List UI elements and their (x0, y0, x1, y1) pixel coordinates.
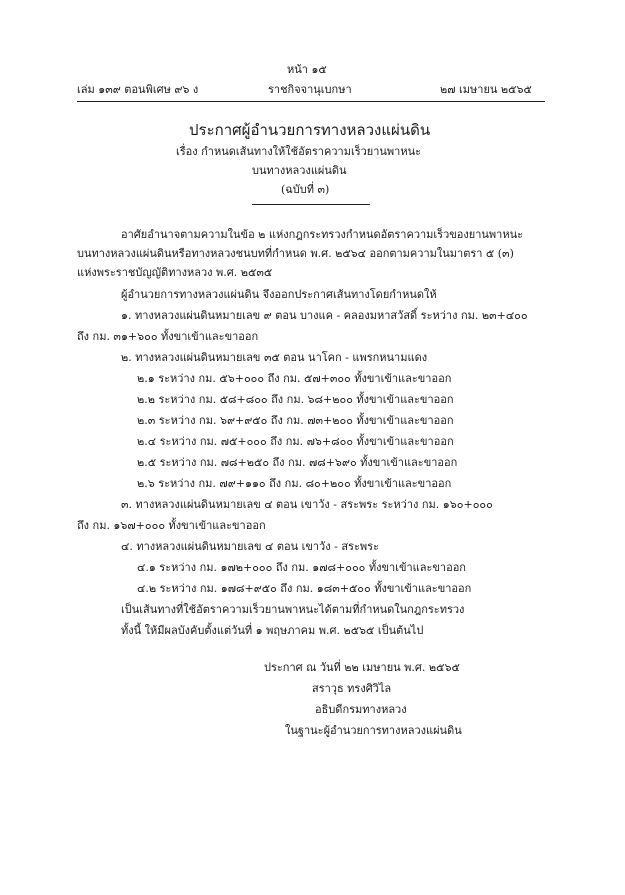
signatory-name: สราวุธ ทรงศิวิไล (312, 682, 392, 695)
subject-line-2: บนทางหลวงแผ่นดิน (252, 164, 347, 177)
volume-info: เล่ม ๑๓๙ ตอนพิเศษ ๙๖ ง (77, 83, 199, 96)
item-3-line-2: ถึง กม. ๑๖๗+๐๐๐ ทั้งขาเข้าและขาออก (77, 519, 266, 532)
item-4-sub: ๔.๒ ระหว่าง กม. ๑๗๘+๙๕๐ ถึง กม. ๑๘๓+๕๐๐ ทั้งขาเข้าและขาออก (137, 582, 472, 595)
item-4-sub: ๔.๑ ระหว่าง กม. ๑๗๒+๐๐๐ ถึง กม. ๑๗๘+๐๐๐ ทั้งขาเข้าและขาออก (137, 561, 466, 574)
closing-line-2: ทั้งนี้ ให้มีผลบังคับตั้งแต่วันที่ ๑ พฤษภาคม พ.ศ. ๒๕๖๕ เป็นต้นไป (121, 624, 424, 637)
header-divider (77, 101, 545, 102)
item-1-line-1: ๑. ทางหลวงแผ่นดินหมายเลข ๙ ตอน บางแค - คลองมหาสวัสดิ์ ระหว่าง กม. ๒๓+๔๐๐ (121, 309, 528, 322)
subject-line-1: เรื่อง กำหนดเส้นทางให้ใช้อัตราความเร็วยานพาหนะ (176, 145, 422, 158)
preamble-line-1: อาศัยอำนาจตามความในข้อ ๒ แห่งกฎกระทรวงกำหนดอัตราความเร็วของยานพาหนะ (121, 228, 524, 241)
page-number: หน้า ๑๕ (287, 63, 327, 76)
item-2-sub: ๒.๓ ระหว่าง กม. ๖๙+๙๕๐ ถึง กม. ๗๓+๒๐๐ ทั้งขาเข้าและขาออก (137, 414, 454, 427)
item-2-sub: ๒.๒ ระหว่าง กม. ๕๘+๘๐๐ ถึง กม. ๖๘+๒๐๐ ทั้งขาเข้าและขาออก (137, 393, 454, 406)
preamble-line-2: บนทางหลวงแผ่นดินหรือทางหลวงชนบทที่กำหนด พ.ศ. ๒๕๖๔ ออกตามความในมาตรา ๕ (๓) (77, 247, 514, 260)
edition-number: (ฉบับที่ ๓) (281, 183, 330, 196)
item-2-sub: ๒.๖ ระหว่าง กม. ๗๙+๑๑๐ ถึง กม. ๘๐+๒๐๐ ทั้งขาเข้าและขาออก (137, 477, 452, 490)
title-underline (252, 204, 370, 205)
signatory-position: อธิบดีกรมทางหลวง (315, 703, 407, 716)
intro-line: ผู้อำนวยการทางหลวงแผ่นดิน จึงออกประกาศเส้นทางโดยกำหนดให้ (121, 288, 437, 301)
item-2-header: ๒. ทางหลวงแผ่นดินหมายเลข ๓๕ ตอน นาโคก - แพรกหนามแดง (121, 351, 428, 364)
item-1-line-2: ถึง กม. ๓๑+๖๐๐ ทั้งขาเข้าและขาออก (77, 330, 259, 343)
closing-line-1: เป็นเส้นทางที่ใช้อัตราความเร็วยานพาหนะได้ตามที่กำหนดในกฎกระทรวง (121, 603, 465, 616)
signature-date: ประกาศ ณ วันที่ ๒๒ เมษายน พ.ศ. ๒๕๖๕ (264, 661, 460, 674)
item-3-line-1: ๓. ทางหลวงแผ่นดินหมายเลข ๔ ตอน เขาวัง - สระพระ ระหว่าง กม. ๑๖๐+๐๐๐ (121, 498, 493, 511)
publication-date: ๒๗ เมษายน ๒๕๖๕ (440, 83, 532, 96)
item-2-sub: ๒.๕ ระหว่าง กม. ๗๘+๒๕๐ ถึง กม. ๗๘+๖๙๐ ทั้งขาเข้าและขาออก (137, 456, 458, 469)
announcement-title: ประกาศผู้อำนวยการทางหลวงแผ่นดิน (189, 121, 431, 139)
signatory-capacity: ในฐานะผู้อำนวยการทางหลวงแผ่นดิน (285, 724, 462, 737)
gazette-name: ราชกิจจานุเบกษา (268, 83, 352, 96)
item-4-header: ๔. ทางหลวงแผ่นดินหมายเลข ๔ ตอน เขาวัง - สระพระ (121, 540, 379, 553)
item-2-sub: ๒.๔ ระหว่าง กม. ๗๕+๐๐๐ ถึง กม. ๗๖+๘๐๐ ทั้งขาเข้าและขาออก (137, 435, 454, 448)
item-2-sub: ๒.๑ ระหว่าง กม. ๕๖+๐๐๐ ถึง กม. ๕๗+๓๐๐ ทั้งขาเข้าและขาออก (137, 372, 452, 385)
preamble-line-3: แห่งพระราชบัญญัติทางหลวง พ.ศ. ๒๕๓๕ (77, 266, 273, 279)
